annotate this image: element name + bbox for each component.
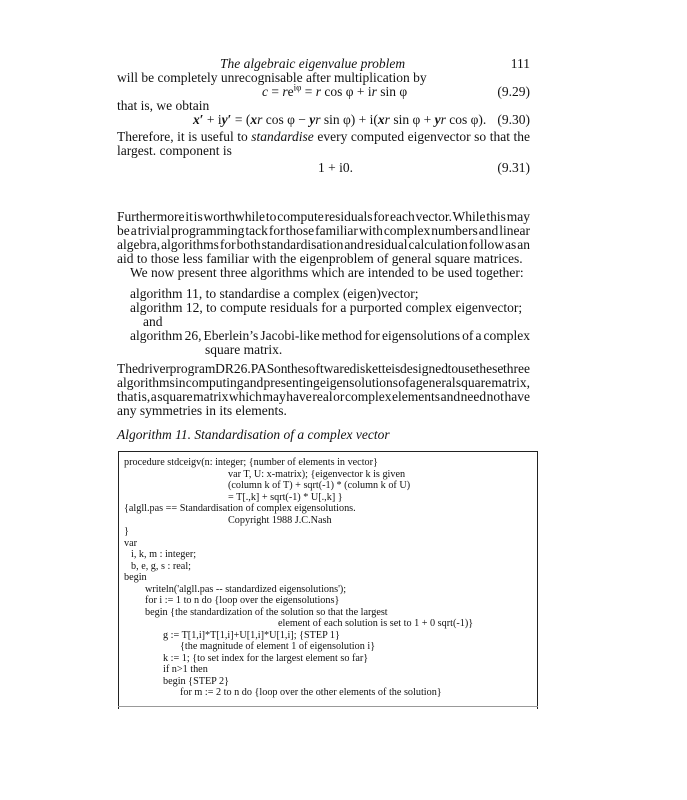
code-line: } [124, 526, 129, 537]
code-line: element of each solution is set to 1 + 0 sqrt(-1)} [278, 618, 474, 629]
code-line: Copyright 1988 J.C.Nash [228, 514, 332, 526]
code-line: var [124, 537, 138, 549]
code-line: b, e, g, s : real; [131, 560, 191, 572]
text-line: any symmetries in its elements. [117, 403, 287, 418]
code-line: begin {STEP 2} [163, 675, 229, 687]
text-line: algorithms in computing and presenting eigensolutions of a general square matrix, [117, 375, 530, 390]
code-line: procedure stdceigv(n: integer; {number of elements in vector} [124, 457, 378, 468]
code-line: (column k of T) + sqrt(-1) * (column k of U) [228, 480, 411, 491]
header-title: The algebraic eigenvalue problem [220, 56, 406, 71]
code-line: for i := 1 to n do {loop over the eigensolutions} [145, 595, 340, 606]
equation-number: (9.31) [497, 160, 530, 175]
text-line: be a trivial programming tack for those familiar with complex numbers and linear [117, 223, 530, 238]
code-line: var T, U: x-matrix); {eigenvector k is given [228, 468, 406, 480]
list-item: algorithm 11, to standardise a complex (eigen)vector; [130, 286, 419, 301]
text-line [117, 130, 530, 144]
text-line: will be completely unrecognisable after multiplication by [117, 70, 427, 85]
equation-number: (9.30) [497, 112, 530, 127]
text-line: We now present three algorithms which are intended to be used together: [130, 265, 524, 280]
list-item: and [143, 314, 163, 329]
equation-9-29: $c = re^{i\varphi} = r$ cos φ + ir sin φ [262, 82, 408, 99]
code-line: i, k, m : integer; [131, 549, 197, 560]
code-box-bottom-rule [118, 706, 538, 707]
list-item: algorithm 26, Eberlein’s Jacobi-like method for eigensolutions of a complex [130, 328, 530, 343]
code-line: if n>1 then [163, 664, 208, 675]
emphasis: standardise [251, 129, 314, 144]
algorithm-caption: Algorithm 11. Standardisation of a complex vector [117, 427, 390, 442]
code-line: k := 1; {to set index for the largest element so far} [163, 652, 369, 664]
code-line: = T[.,k] + sqrt(-1) * U[.,k] } [228, 491, 343, 503]
code-line: {the magnitude of element 1 of eigensolution i} [180, 641, 376, 652]
code-line: begin [124, 572, 147, 583]
code-line: g := T[1,i]*T[1,i]+U[1,i]*U[1,i]; {STEP 1} [163, 629, 340, 641]
code-line: {algll.pas == Standardisation of complex eigensolutions. [124, 503, 356, 514]
code-line: writeln('algll.pas -- standardized eigensolutions'); [145, 583, 347, 595]
page-number: 111 [510, 56, 530, 71]
equation-number: (9.29) [497, 84, 530, 99]
text-line: The driver program DR26.PAS on the software diskette is designed to use these three [117, 361, 530, 376]
code-line: for m := 2 to n do {loop over the other elements of the solution} [180, 687, 442, 698]
text-line: aid to those less familiar with the eigenproblem of general square matrices. [117, 251, 523, 266]
code-line: begin {the standardization of the solution so that the largest [145, 606, 388, 618]
equation-9-30: x′ + iy′ = (xr cos φ − yr sin φ) + i(xr sin φ + yr cos φ). [193, 112, 487, 127]
equation-9-31: 1 + i0. [318, 160, 353, 175]
text: Therefore, it is useful to [117, 129, 252, 144]
list-item: square matrix. [205, 342, 283, 357]
text-line: that is, we obtain [117, 98, 210, 113]
text-line: Furthermore it is worthwhile to compute residuals for each vector. While this may [117, 209, 530, 224]
text: every computed eigenvector so that the [313, 129, 530, 144]
running-header [117, 57, 530, 71]
text-line: that is, a square matrix which may have real or complex elements and need not have [117, 389, 530, 404]
text-line: largest. component is [117, 143, 232, 158]
list-item: algorithm 12, to compute residuals for a purported complex eigenvector; [130, 300, 523, 315]
text-line: algebra, algorithms for both standardisation and residual calculation follow as an [117, 237, 530, 252]
